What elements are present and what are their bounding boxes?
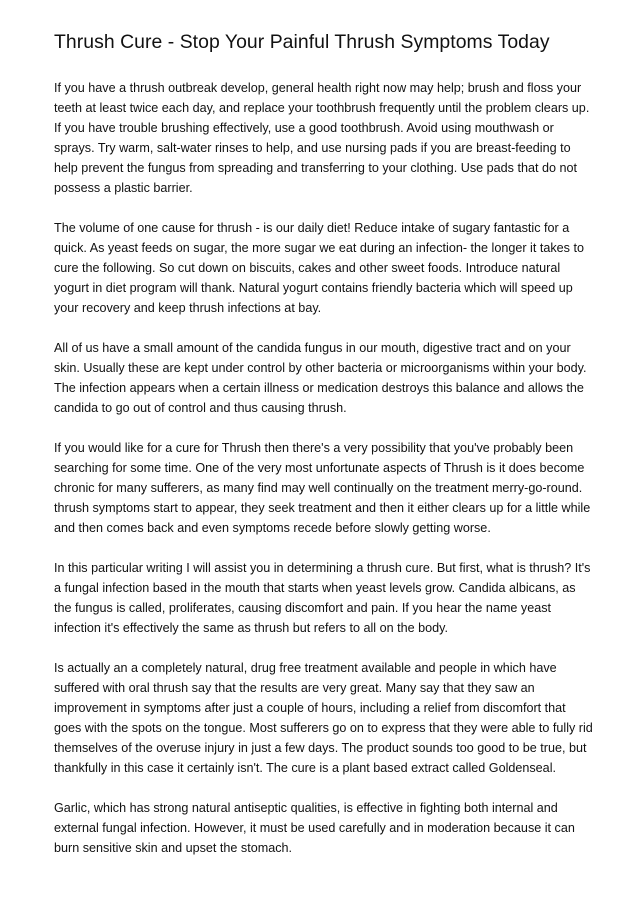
paragraph-3: All of us have a small amount of the candida fungus in our mouth, digestive tract and on your skin. Usually these are kept under control by other bacteria or microorganisms within your body. The infection appears when a certain illness or medication destroys this balance and allows the candida to go out of control and thus causing thrush. xyxy=(54,341,587,415)
paragraph-5: In this particular writing I will assist you in determining a thrush cure. But first, what is thrush? It's a fungal infection based in the mouth that starts when yeast levels grow. Candida albicans, as the fungus is called, proliferates, causing discomfort and pain. If you hear the name yeast infection it's effectively the same as thrush but refers to all on the body. xyxy=(54,561,591,635)
paragraph-6: Is actually an a completely natural, drug free treatment available and people in which have suffered with oral thrush say that the results are very great. Many say that they saw an improvement in symptoms after just a couple of hours, including a relief from discomfort that goes with the spots on the tongue. Most sufferers go on to express that they were able to fully rid themselves of the overuse injury in just a few days. The product sounds too good to be true, but thankfully in this case it certainly isn't. The cure is a plant based extract called Goldenseal. xyxy=(54,661,593,775)
paragraph-1: If you have a thrush outbreak develop, general health right now may help; brush and floss your teeth at least twice each day, and replace your toothbrush frequently until the problem clears up. If you have trouble brushing effectively, use a good toothbrush. Avoid using mouthwash or sprays. Try warm, salt-water rinses to help, and use nursing pads if you are breast-feeding to help prevent the fungus from spreading and transferring to your clothing. Use pads that do not possess a plastic barrier. xyxy=(54,81,590,195)
paragraph-4: If you would like for a cure for Thrush then there's a very possibility that you've probably been searching for some time. One of the very most unfortunate aspects of Thrush is it does become chronic for many sufferers, as many find may well continually on the treatment merry-go-round. thrush symptoms start to appear, they seek treatment and then it either clears up for a little while and then comes back and even symptoms recede before slowly getting worse. xyxy=(54,441,591,535)
paragraph-7: Garlic, which has strong natural antiseptic qualities, is effective in fighting both internal and external fungal infection. However, it must be used carefully and in moderation because it can burn sensitive skin and upset the stomach. xyxy=(54,801,575,855)
paragraph-2: The volume of one cause for thrush - is our daily diet! Reduce intake of sugary fantastic for a quick. As yeast feeds on sugar, the more sugar we eat during an infection- the longer it takes to cure the following. So cut down on biscuits, cakes and other sweet foods. Introduce natural yogurt in diet program will thank. Natural yogurt contains friendly bacteria which will speed up your recovery and keep thrush infections at bay. xyxy=(54,221,584,315)
page-title: Thrush Cure - Stop Your Painful Thrush Symptoms Today xyxy=(54,31,550,53)
